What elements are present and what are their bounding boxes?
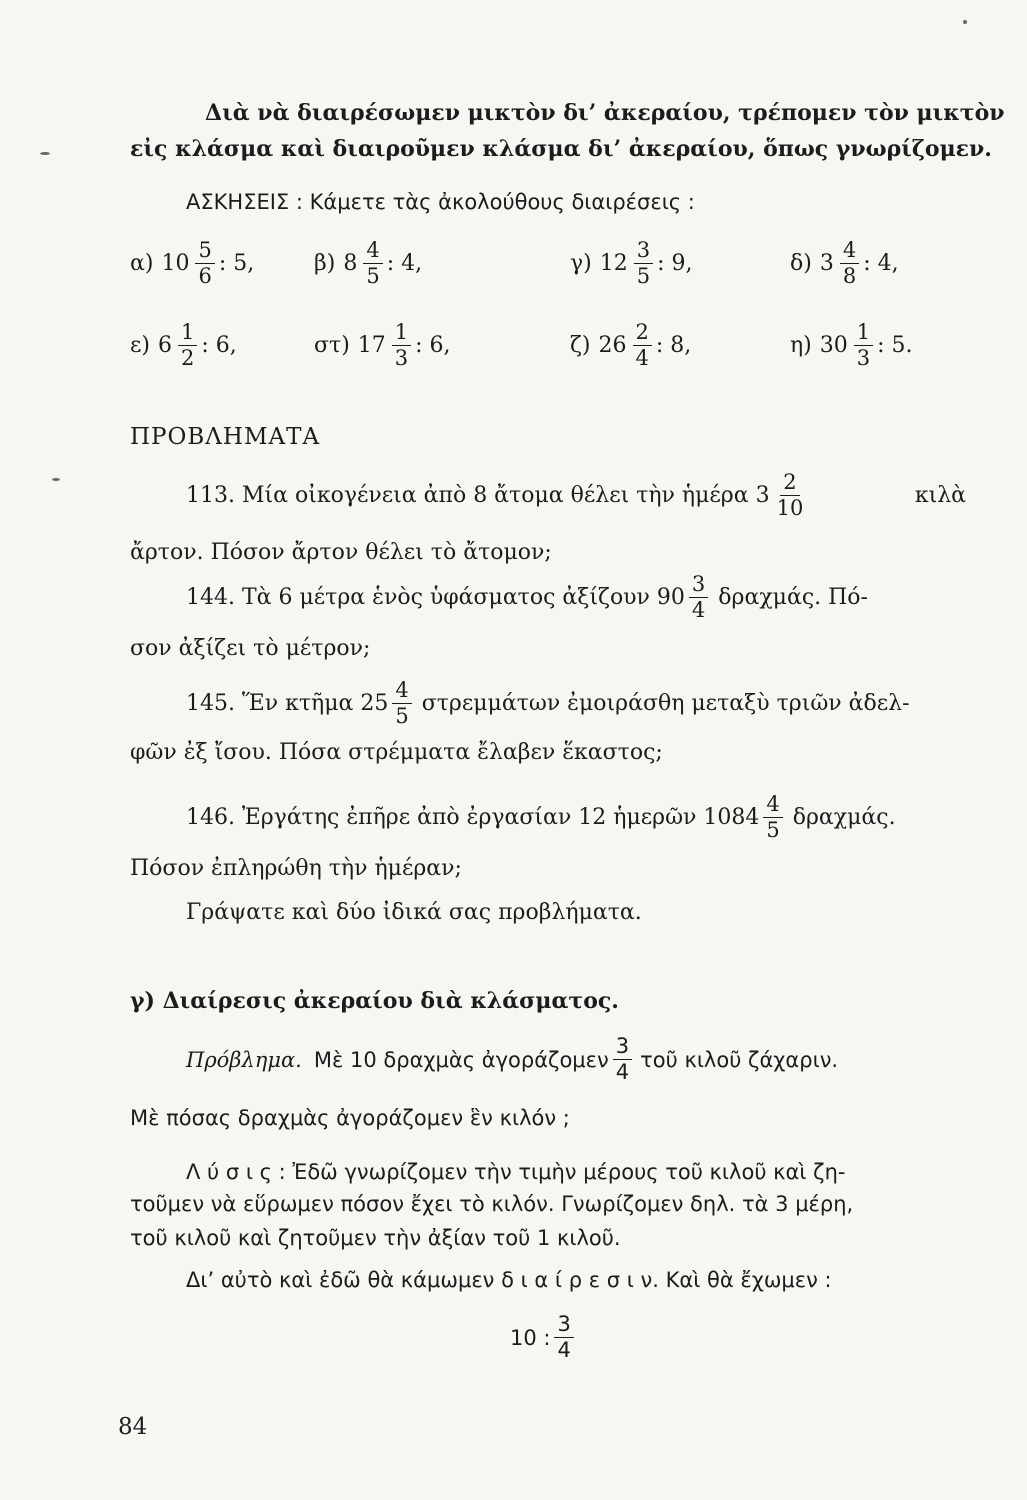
exercise-whole: 30 [819, 333, 848, 358]
exercise-z [570, 322, 691, 369]
problem-statement-line-1 [186, 1036, 838, 1083]
problem-144-line-1 [186, 574, 966, 621]
fraction-denominator: 4 [691, 598, 706, 622]
scan-speck [40, 152, 50, 155]
exercise-b [314, 240, 422, 287]
exercise-fraction [195, 240, 214, 287]
fraction-numerator: 4 [840, 240, 859, 264]
write-own-problems: Γράψατε καὶ δύο ἰδικά σας προβλήματα. [186, 900, 642, 925]
intro-line-2: εἰς κλάσμα καὶ διαιροῦμεν κλάσμα δι’ ἀκεραίου, ὅπως γνωρίζομεν. [130, 136, 992, 162]
problem-146-unit: δραχμάς. [792, 805, 896, 830]
exercise-h [790, 322, 913, 369]
solution-line-3: τοῦ κιλοῦ καὶ ζητοῦμεν τὴν ἀξίαν τοῦ 1 κιλοῦ. [130, 1226, 621, 1250]
fraction-denominator: 5 [395, 704, 409, 728]
exercise-divisor: : 9, [657, 251, 693, 276]
page-number: 84 [118, 1414, 148, 1440]
final-expression-fraction [554, 1314, 573, 1361]
problem-145-line-2: φῶν ἐξ ἴσου. Πόσα στρέμματα ἔλαβεν ἕκαστος; [130, 740, 663, 765]
problem-statement-line-2: Μὲ πόσας δραχμὰς ἀγοράζομεν ἓν κιλόν ; [130, 1106, 570, 1130]
fraction-denominator: 10 [776, 496, 804, 520]
solution-line-4: Δι’ αὐτὸ καὶ ἐδῶ θὰ κάμωμεν δ ι α ί ρ ε σ ι ν. Καὶ θὰ ἔχωμεν : [186, 1268, 832, 1292]
exercise-whole: 8 [343, 251, 358, 276]
problem-113-line-1 [186, 472, 966, 519]
fraction-numerator: 1 [854, 322, 873, 346]
problem-146-fraction [763, 794, 782, 841]
solution-line-2: τοῦμεν νὰ εὕρωμεν πόσον ἔχει τὸ κιλόν. Γνωρίζομεν δηλ. τὰ 3 μέρη, [130, 1192, 854, 1216]
exercise-a [130, 240, 254, 287]
problem-146-text: 146. Ἐργάτης ἐπῆρε ἀπὸ ἐργασίαν 12 ἡμερῶν 1084 [186, 805, 760, 830]
exercise-fraction [634, 240, 653, 287]
exercise-label: δ) [790, 251, 812, 276]
exercise-label: α) [130, 251, 154, 276]
exercise-whole: 6 [157, 333, 172, 358]
exercise-label: η) [790, 333, 812, 358]
fraction-numerator: 5 [195, 240, 214, 264]
problem-145-fraction [392, 680, 411, 727]
exercise-label: γ) [570, 251, 592, 276]
fraction-denominator: 4 [557, 1338, 571, 1362]
exercise-label: β) [314, 251, 336, 276]
fraction-numerator: 3 [634, 240, 653, 264]
problem-146-line-2: Πόσον ἐπληρώθη τὴν ἡμέραν; [130, 856, 462, 881]
fraction-denominator: 4 [615, 1060, 630, 1084]
exercise-fraction [178, 322, 197, 369]
fraction-denominator: 2 [180, 346, 195, 370]
exercise-whole: 17 [357, 333, 386, 358]
problem-113-unit: κιλὰ [914, 483, 966, 508]
exercise-fraction [633, 322, 652, 369]
exercise-divisor: : 5. [877, 333, 913, 358]
fraction-numerator: 1 [178, 322, 197, 346]
problem-144-fraction [689, 574, 708, 621]
exercise-fraction [840, 240, 859, 287]
fraction-numerator: 2 [780, 472, 799, 496]
exercise-fraction [392, 322, 411, 369]
exercise-fraction [363, 240, 382, 287]
problem-145-text-2: στρεμμάτων ἐμοιράσθη μεταξὺ τριῶν ἀδελ- [421, 691, 910, 716]
problem-113-fraction [774, 472, 807, 519]
fraction-numerator: 1 [392, 322, 411, 346]
exercise-whole: 3 [819, 251, 834, 276]
problems-heading: ΠΡΟΒΛΗΜΑΤΑ [130, 424, 321, 450]
problem-statement-text: Μὲ 10 δραχμὰς ἀγοράζομεν [313, 1047, 609, 1072]
final-expression-text: 10 : [510, 1325, 551, 1350]
fraction-denominator: 5 [636, 264, 651, 288]
problem-144-text: 144. Τὰ 6 μέτρα ἑνὸς ὑφάσματος ἀξίζουν 90 [186, 585, 685, 610]
problem-144-line-2: σον ἀξίζει τὸ μέτρον; [130, 636, 371, 661]
exercise-e [130, 322, 237, 369]
fraction-numerator: 3 [554, 1314, 573, 1338]
problem-113-text: 113. Μία οἰκογένεια ἀπὸ 8 ἄτομα θέλει τὴν ἡμέρα 3 [186, 483, 770, 508]
exercise-label: ε) [130, 333, 150, 358]
fraction-numerator: 3 [613, 1036, 632, 1060]
fraction-numerator: 4 [363, 240, 382, 264]
exercise-label: ζ) [570, 333, 591, 358]
exercise-divisor: : 6, [415, 333, 451, 358]
fraction-denominator: 6 [198, 264, 212, 288]
intro-line-1: Διὰ νὰ διαιρέσωμεν μικτὸν δι’ ἀκεραίου, τρέπομεν τὸν μικτὸν [205, 100, 1005, 126]
exercises-heading: ΑΣΚΗΣΕΙΣ : Κάμετε τὰς ἀκολούθους διαιρέσεις : [186, 190, 695, 214]
problem-145-line-1 [186, 680, 910, 727]
problem-113-line-2: ἄρτον. Πόσον ἄρτον θέλει τὸ ἄτομον; [130, 540, 552, 565]
exercise-st [314, 322, 451, 369]
exercise-divisor: : 4, [863, 251, 899, 276]
problem-statement-text-2: τοῦ κιλοῦ ζάχαριν. [640, 1047, 839, 1072]
scan-speck [963, 20, 967, 24]
fraction-denominator: 3 [394, 346, 409, 370]
scan-speck [52, 478, 60, 481]
fraction-denominator: 4 [635, 346, 649, 370]
fraction-denominator: 8 [842, 264, 857, 288]
exercise-whole: 26 [598, 333, 627, 358]
fraction-denominator: 3 [856, 346, 871, 370]
solution-label: Λ ύ σ ι ς : [186, 1160, 286, 1184]
exercise-whole: 12 [599, 251, 628, 276]
problem-label: Πρόβλημα. [186, 1047, 302, 1072]
fraction-numerator: 2 [633, 322, 652, 346]
exercise-label: στ) [314, 333, 350, 358]
fraction-numerator: 4 [763, 794, 782, 818]
exercise-c [570, 240, 693, 287]
exercise-divisor: : 8, [655, 333, 692, 358]
exercise-divisor: : 6, [201, 333, 237, 358]
exercise-whole: 10 [161, 251, 190, 276]
exercise-divisor: : 4, [386, 251, 423, 276]
fraction-denominator: 5 [366, 264, 380, 288]
problem-145-text: 145. Ἕν κτῆμα 25 [186, 691, 389, 716]
problem-146-line-1 [186, 794, 896, 841]
fraction-numerator: 4 [392, 680, 411, 704]
problem-144-unit: δραχμάς. Πό- [718, 585, 868, 610]
fraction-denominator: 5 [766, 818, 780, 842]
section-c-heading: γ) Διαίρεσις ἀκεραίου διὰ κλάσματος. [130, 988, 619, 1014]
exercise-d [790, 240, 899, 287]
solution-line-1 [186, 1160, 845, 1184]
exercise-fraction [854, 322, 873, 369]
solution-text: Ἐδῶ γνωρίζομεν τὴν τιμὴν μέρους τοῦ κιλοῦ καὶ ζη- [292, 1160, 846, 1184]
final-expression [510, 1314, 578, 1361]
problem-statement-fraction [613, 1036, 632, 1083]
exercise-divisor: : 5, [218, 251, 255, 276]
fraction-numerator: 3 [689, 574, 708, 598]
